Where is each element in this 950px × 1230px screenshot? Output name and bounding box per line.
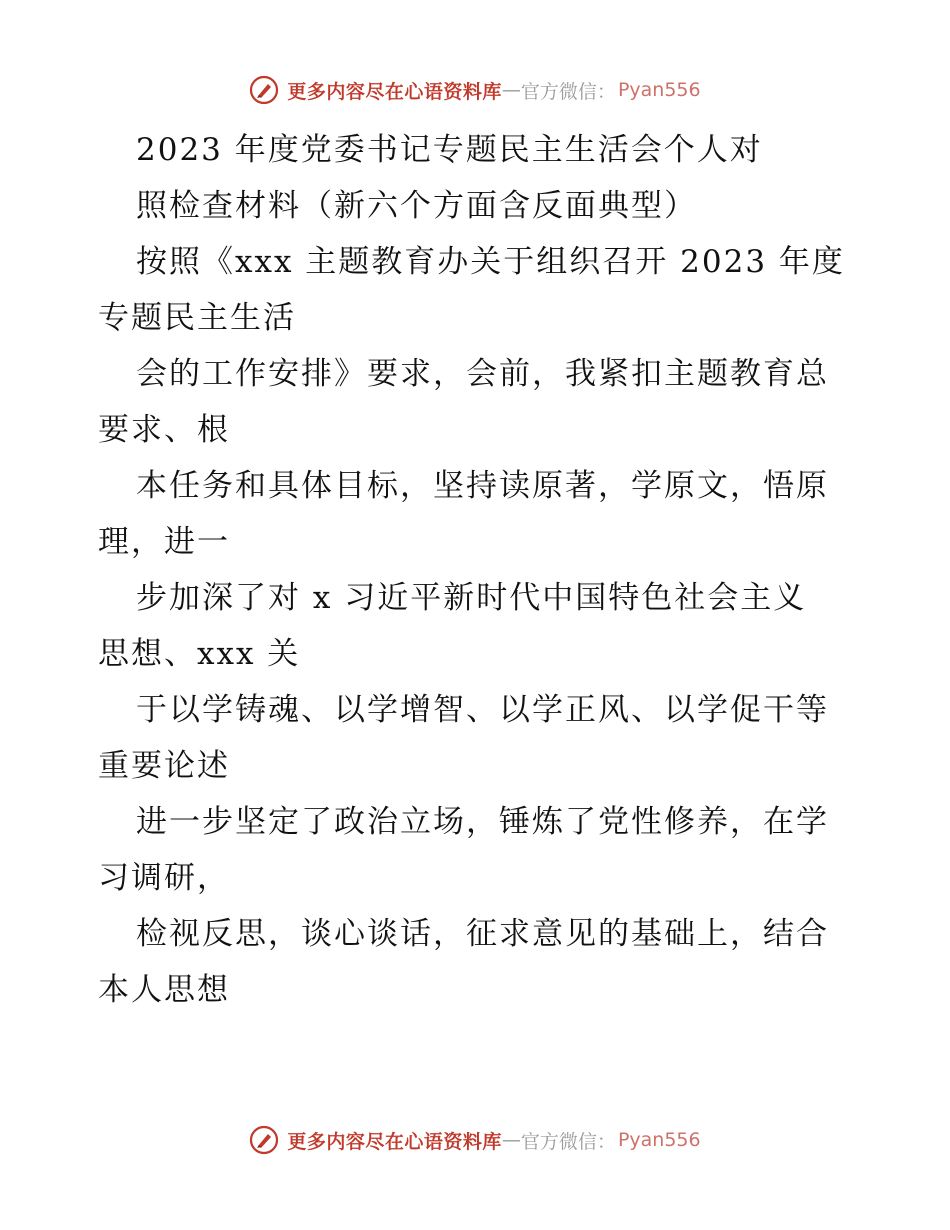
title-line-1: 2023 年度党委书记专题民主生活会个人对 <box>136 132 763 168</box>
watermark-text <box>287 77 700 104</box>
paragraph-line: 会的工作安排》要求，会前，我紧扣主题教育总 <box>136 356 829 392</box>
footer-watermark <box>0 1122 950 1158</box>
watermark-separator: — <box>501 79 521 101</box>
watermark-separator: — <box>501 1129 521 1151</box>
watermark-contact-label: 官方微信： <box>520 1130 616 1153</box>
paragraph-line: 本任务和具体目标，坚持读原著，学原文，悟原 <box>136 468 829 504</box>
paragraph-line: 理，进一 <box>98 524 230 560</box>
watermark-contact-label: 官方微信： <box>520 80 616 103</box>
paragraph-line: 专题民主生活 <box>98 300 296 336</box>
watermark-brand: 更多内容尽在心语资料库 <box>287 80 502 103</box>
pen-nib-seal-icon <box>249 1125 279 1155</box>
paragraph-line: 进一步坚定了政治立场，锤炼了党性修养，在学 <box>136 804 829 840</box>
watermark-brand: 更多内容尽在心语资料库 <box>287 1130 502 1153</box>
header-watermark <box>0 72 950 108</box>
watermark-contact-id: Pyan556 <box>617 1129 701 1151</box>
paragraph-line: 要求、根 <box>98 412 230 448</box>
paragraph-line: 本人思想 <box>98 972 230 1008</box>
paragraph-line: 于以学铸魂、以学增智、以学正风、以学促干等 <box>136 692 829 728</box>
paragraph-line: 重要论述 <box>98 748 230 784</box>
document-body <box>98 122 858 1018</box>
pen-nib-seal-icon <box>249 75 279 105</box>
paragraph-line: 按照《xxx 主题教育办关于组织召开 2023 年度 <box>136 244 845 280</box>
title-line-2: 照检查材料（新六个方面含反面典型） <box>136 188 697 224</box>
paragraph-line: 思想、xxx 关 <box>98 636 301 672</box>
watermark-contact-id: Pyan556 <box>617 79 701 101</box>
paragraph-line: 检视反思，谈心谈话，征求意见的基础上，结合 <box>136 916 829 952</box>
paragraph-line: 习调研， <box>98 860 230 896</box>
paragraph-line: 步加深了对 x 习近平新时代中国特色社会主义 <box>136 580 807 616</box>
watermark-text <box>287 1127 700 1154</box>
